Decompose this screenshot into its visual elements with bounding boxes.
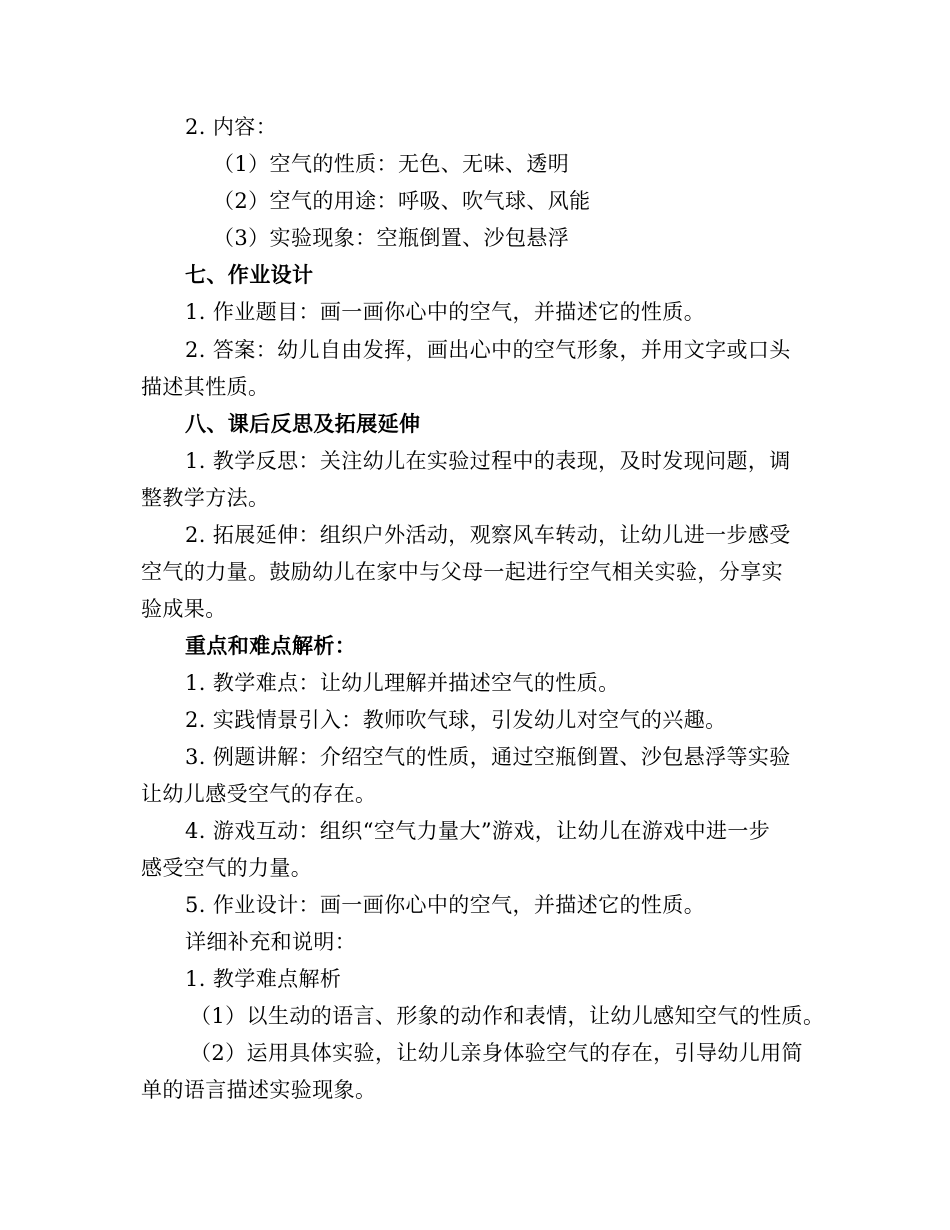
paragraph-line: 1. 教学难点：让幼儿理解并描述空气的性质。 [185, 671, 620, 695]
paragraph-line: 空气的力量。鼓励幼儿在家中与父母一起进行空气相关实验，分享实 [141, 560, 783, 584]
content-subitem-3: （3）实验现象：空瓶倒置、沙包悬浮 [213, 226, 570, 250]
section-heading-reflection: 八、课后反思及拓展延伸 [185, 411, 421, 436]
paragraph-line: 3. 例题讲解：介绍空气的性质，通过空瓶倒置、沙包悬浮等实验 [185, 745, 791, 769]
paragraph-line: 5. 作业设计：画一画你心中的空气，并描述它的性质。 [185, 893, 706, 917]
paragraph-line: 让幼儿感受空气的存在。 [141, 782, 377, 806]
paragraph-line: 验成果。 [141, 597, 227, 621]
section-heading-key-points: 重点和难点解析： [185, 633, 357, 658]
paragraph-line: 描述其性质。 [141, 375, 270, 399]
paragraph-line: （2）运用具体实验，让幼儿亲身体验空气的存在，引导幼儿用简 [190, 1041, 803, 1065]
paragraph-line: （1）以生动的语言、形象的动作和表情，让幼儿感知空气的性质。 [190, 1004, 825, 1028]
content-subitem-2: （2）空气的用途：呼吸、吹气球、风能 [213, 189, 591, 213]
paragraph-line: 2. 拓展延伸：组织户外活动，观察风车转动，让幼儿进一步感受 [185, 523, 791, 547]
paragraph-line: 1. 教学难点解析 [185, 967, 342, 991]
content-item-heading: 2. 内容： [185, 115, 278, 139]
paragraph-line: 2. 实践情景引入：教师吹气球，引发幼儿对空气的兴趣。 [185, 708, 727, 732]
content-subitem-1: （1）空气的性质：无色、无味、透明 [213, 152, 570, 176]
paragraph-line: 2. 答案：幼儿自由发挥，画出心中的空气形象，并用文字或口头 [185, 338, 791, 362]
section-heading-homework: 七、作业设计 [185, 262, 314, 287]
paragraph-line: 4. 游戏互动：组织“空气力量大”游戏，让幼儿在游戏中进一步 [185, 819, 771, 843]
paragraph-line: 整教学方法。 [141, 486, 270, 510]
paragraph-line: 1. 教学反思：关注幼儿在实验过程中的表现，及时发现问题，调 [185, 449, 791, 473]
paragraph-line: 单的语言描述实验现象。 [141, 1078, 377, 1102]
paragraph-line: 1. 作业题目：画一画你心中的空气，并描述它的性质。 [185, 300, 706, 324]
section-heading-details: 详细补充和说明： [185, 930, 357, 954]
paragraph-line: 感受空气的力量。 [141, 856, 313, 880]
